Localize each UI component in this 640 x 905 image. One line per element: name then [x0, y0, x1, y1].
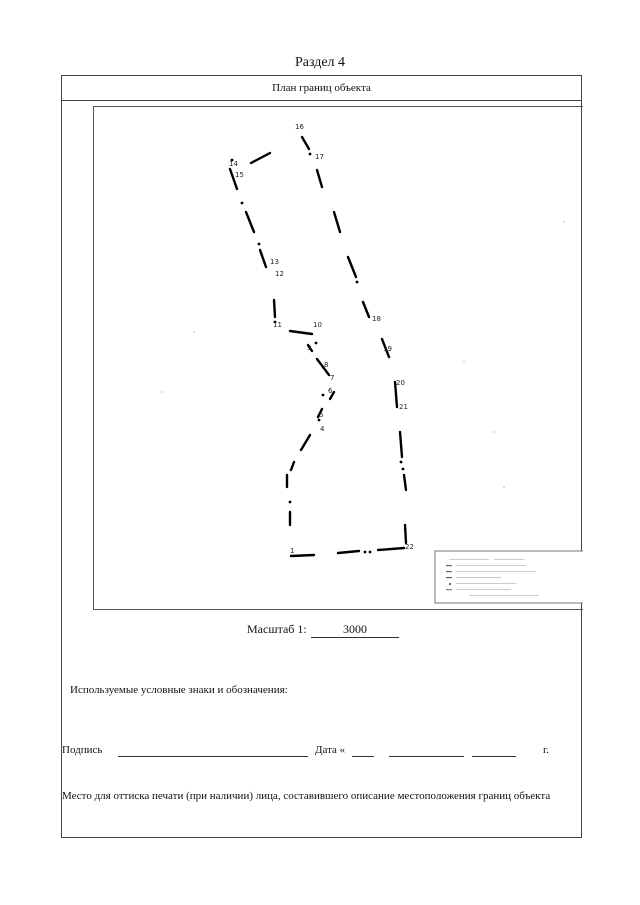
boundary-segment	[334, 212, 340, 232]
boundary-segment	[348, 257, 356, 277]
signature-line	[118, 744, 308, 757]
boundary-segment	[246, 212, 254, 232]
point-label: 9	[307, 344, 312, 352]
boundary-segment	[291, 462, 294, 470]
point-label: 8	[324, 361, 329, 369]
point-label: 10	[313, 321, 322, 329]
legend-label: Используемые условные знаки и обозначения:	[70, 684, 288, 696]
boundary-segment	[363, 302, 369, 317]
date-day-line	[352, 744, 374, 757]
boundary-segment	[301, 435, 310, 450]
scale-value: 3000	[311, 622, 399, 638]
boundary-segment	[405, 525, 406, 543]
date-year-line	[472, 744, 516, 757]
point-label: 16	[295, 123, 304, 131]
boundary-segment	[291, 555, 314, 556]
boundary-plan-drawing	[93, 106, 583, 610]
signature-label: Подпись	[62, 744, 103, 756]
signature-row	[62, 744, 581, 760]
point-label: 6	[328, 387, 333, 395]
point-label: 14	[229, 160, 238, 168]
stamp-text: Место для оттиска печати (при наличии) лица, составившего описание местоположения границ объекта	[62, 790, 551, 802]
boundary-segment	[274, 300, 275, 317]
boundary-segment	[317, 170, 322, 187]
boundary-segment	[338, 551, 359, 553]
boundary-plan-svg	[94, 107, 583, 610]
boundary-segment	[260, 250, 266, 267]
boundary-plan-form	[61, 75, 582, 838]
boundary-segment	[404, 475, 406, 490]
boundary-segment	[290, 331, 312, 334]
date-label: Дата «	[315, 744, 346, 756]
plan-specks	[161, 221, 565, 488]
point-label: 15	[235, 171, 244, 179]
point-label: 7	[330, 374, 335, 382]
point-label: 19	[383, 345, 392, 353]
point-label: 13	[270, 258, 279, 266]
boundary-segment	[251, 153, 270, 163]
point-label: 18	[372, 315, 381, 323]
boundary-segment	[400, 432, 402, 457]
date-month-line	[389, 744, 464, 757]
point-label: 12	[275, 270, 284, 278]
point-label: 17	[315, 153, 324, 161]
form-header: План границ объекта	[62, 76, 581, 101]
plan-legend-inset	[435, 551, 583, 603]
point-label: 11	[273, 321, 282, 329]
point-label: 21	[399, 403, 408, 411]
point-label: 4	[320, 425, 325, 433]
boundary-segment	[302, 137, 309, 149]
section-title: Раздел 4	[294, 55, 346, 70]
point-label: 20	[396, 379, 405, 387]
point-label: 1	[290, 547, 295, 555]
boundary-segment	[378, 548, 404, 550]
scale-label: Масштаб 1:	[247, 622, 307, 636]
point-label: 5	[319, 411, 324, 419]
point-label: 22	[405, 543, 414, 551]
year-suffix: г.	[543, 744, 550, 756]
